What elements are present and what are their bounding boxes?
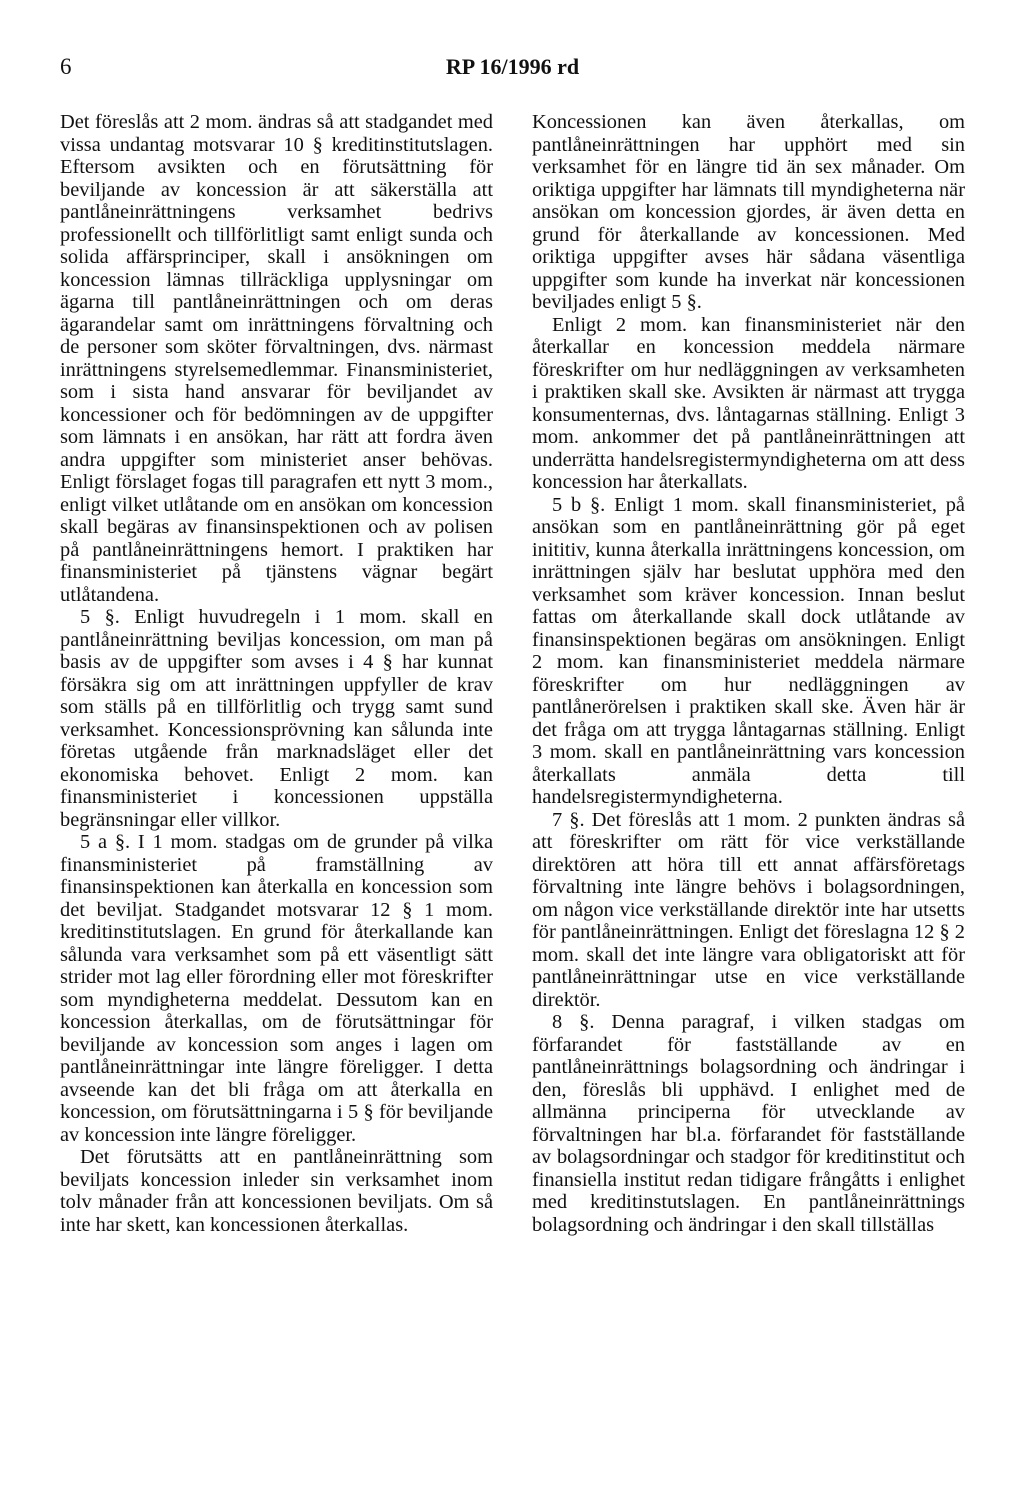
left-column xyxy=(60,111,493,1236)
body-columns xyxy=(60,111,965,1471)
paragraph: 5 §. Enligt huvudregeln i 1 mom. skall en pantlåneinrättning beviljas koncession, om man på basis av de uppgifter som avses i 4 § har kunnat försäkra sig om att inrättningen uppfyller de krav som ställs på en tillförlitlig och trygg samt sund verksamhet. Koncessionsprövning kan sålunda inte företas utgående från marknadsläget eller det ekonomiska behovet. Enligt 2 mom. kan finansministeriet i koncessionen uppställa begränsningar eller villkor. xyxy=(60,606,493,831)
paragraph: 7 §. Det föreslås att 1 mom. 2 punkten ändras så att föreskrifter om rätt för vice verkställande direktören att höra till ett annat affärsföretags förvaltning inte längre behövs i bolagsordningen, om någon vice verkställande direktör inte har utsetts för pantlåneinrättningen. Enligt det föreslagna 12 § 2 mom. skall det inte längre vara obligatoriskt att för pantlåneinrättningar utse en vice verkställande direktör. xyxy=(532,808,965,1011)
paragraph: Enligt 2 mom. kan finansministeriet när den återkallar en koncession meddela närmare föreskrifter om hur nedläggningen av verksamheten i praktiken skall ske. Avsikten är närmast att trygga konsumenternas, dvs. låntagarnas ställning. Enligt 3 mom. ankommer det på pantlåneinrättningen att underrätta handelsregistermyndigheterna om att dess koncession har återkallats. xyxy=(532,313,965,493)
paragraph: Det föreslås att 2 mom. ändras så att stadgandet med vissa undantag motsvarar 10 § kreditinstitutslagen. Eftersom avsikten och en förutsättning för beviljande av koncession är att säkerställa att pantlåneinrättningens verksamhet bedrivs professionellt och tillförlitligt samt enligt sunda och solida affärsprinciper, skall i ansökningen om koncession lämnas tillräckliga upplysningar om ägarna till pantlåneinrättningen och om deras ägarandelar samt om inrättningens förvaltning och de personer som sköter förvaltningen, dvs. närmast inrättningens styrelsemedlemmar. Finansministeriet, som i sista hand ansvarar för beviljandet av koncessioner och för bedömningen av de uppgifter som lämnats i en ansökan, har rätt att fordra även andra uppgifter som ministeriet anser behövas. Enligt förslaget fogas till paragrafen ett nytt 3 mom., enligt vilket utlåtande om en ansökan om koncession skall begäras av finansinspektionen och av polisen på pantlåneinrättningens hemort. I praktiken har finansministeriet på tjänstens vägnar begärt utlåtandena. xyxy=(60,111,493,606)
running-title: RP 16/1996 rd xyxy=(445,54,580,79)
page-header xyxy=(60,50,965,84)
paragraph: Koncessionen kan även återkallas, om pantlåneinrättningen har upphört med sin verksamhet för en längre tid än sex månader. Om oriktiga uppgifter har lämnats till myndigheterna när ansökan om koncession gjordes, är även detta en grund för återkallande av koncessionen. Med oriktiga uppgifter avses här sådana väsentliga uppgifter som kunde ha inverkat när koncessionen beviljades enligt 5 §. xyxy=(532,111,965,313)
paragraph: 8 §. Denna paragraf, i vilken stadgas om förfarandet för fastställande av en pantlåneinrättnings bolagsordning och ändringar i den, föreslås bli upphävd. I enlighet med de allmänna principerna för utvecklande av förvaltningen har bl.a. förfarandet för fastställande av bolagsordningar och stadgor för kreditinstitut och finansiella institut redan tidigare frångåtts i enlighet med kreditinstutslagen. En pantlåneinrättnings bolagsordning och ändringar i den skall tillställas xyxy=(532,1011,965,1236)
page-number: 6 xyxy=(60,54,72,79)
right-column xyxy=(532,111,965,1236)
paragraph: 5 a §. I 1 mom. stadgas om de grunder på vilka finansministeriet på framställning av finansinspektionen kan återkalla en koncession som det beviljat. Stadgandet motsvarar 12 § 1 mom. kreditinstitutslagen. En grund för återkallande kan sålunda vara verksamhet som på ett väsentligt sätt strider mot lag eller förordning eller mot föreskrifter som myndigheterna meddelat. Dessutom kan en koncession återkallas, om de förutsättningar för beviljande av koncession som anges i lagen om pantlåneinrättningar inte längre föreligger. I detta avseende kan det bli fråga om att återkalla en koncession, om förutsättningarna i 5 § för beviljande av koncession inte längre föreligger. xyxy=(60,831,493,1146)
paragraph: Det förutsätts att en pantlåneinrättning som beviljats koncession inleder sin verksamhet inom tolv månader från att koncessionen beviljats. Om så inte har skett, kan koncessionen återkallas. xyxy=(60,1146,493,1236)
paragraph: 5 b §. Enligt 1 mom. skall finansministeriet, på ansökan som en pantlåneinrättning gör på eget inititiv, kunna återkalla inrättningens koncession, om inrättningen själv har beslutat upphöra med den verksamhet som kräver koncession. Innan beslut fattas om återkallande skall dock utlåtande av finansinspektionen begäras om ansökningen. Enligt 2 mom. kan finansministeriet meddela närmare föreskrifter om hur nedläggningen av pantlånerörelsen i praktiken skall ske. Även här är det fråga om att trygga låntagarnas ställning. Enligt 3 mom. skall en pantlåneinrättning vars koncession återkallats anmäla detta till handelsregistermyndigheterna. xyxy=(532,493,965,808)
